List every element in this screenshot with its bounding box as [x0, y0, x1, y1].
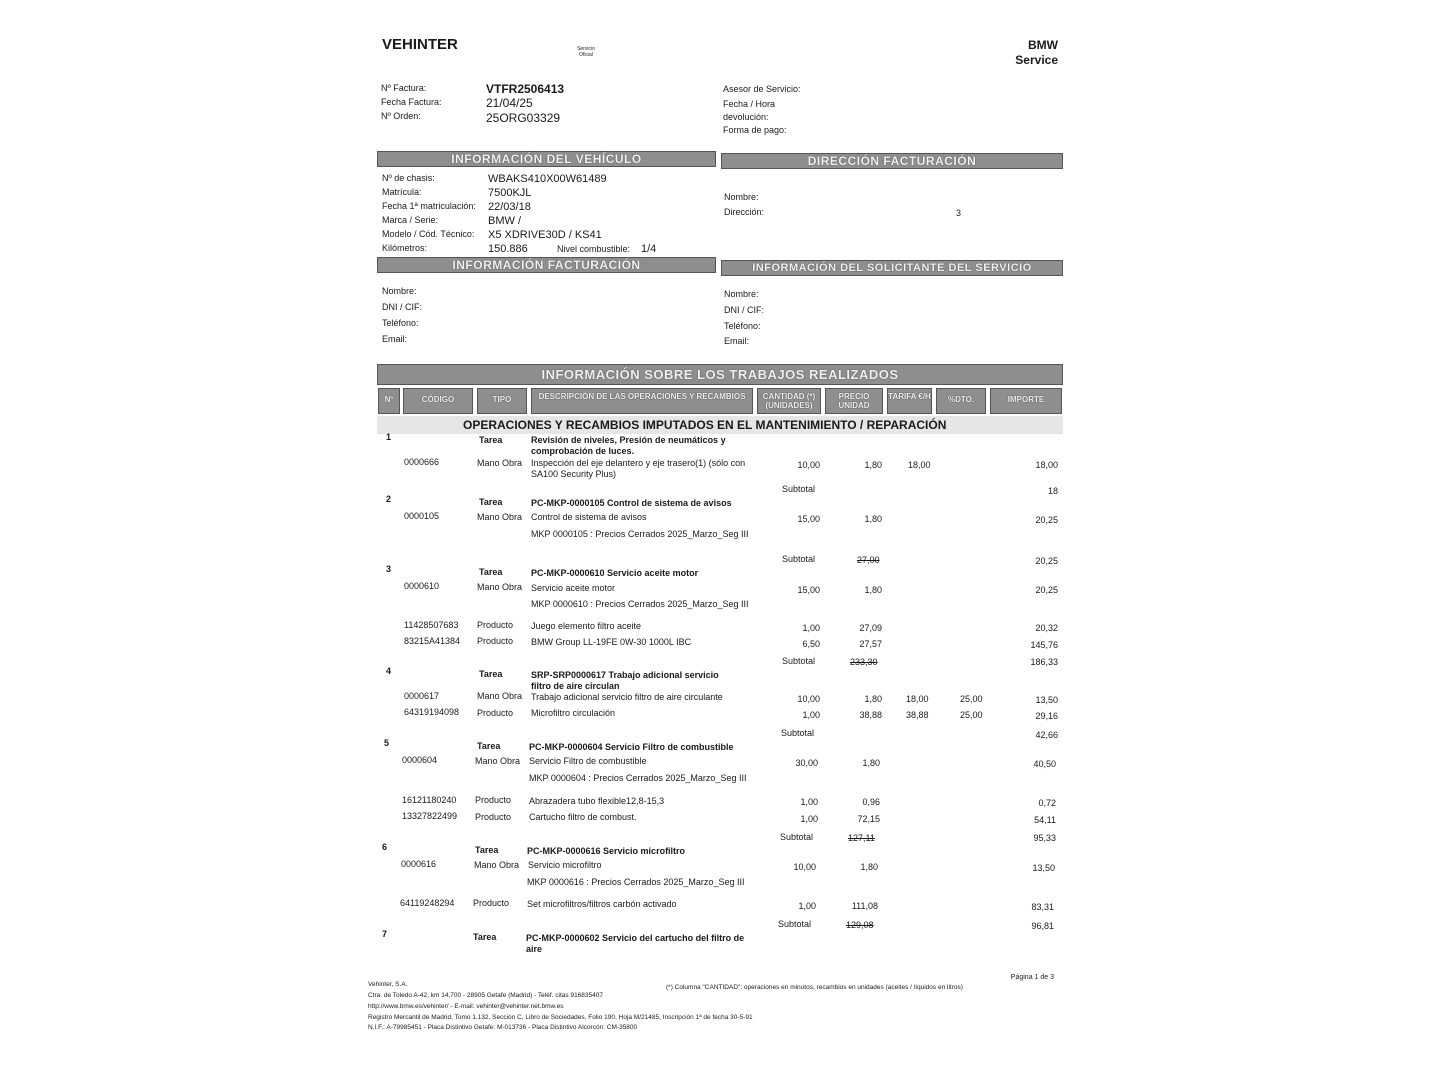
- part-qty: 6,50: [802, 639, 820, 649]
- sol-nombre-label: Nombre:: [724, 289, 759, 299]
- op-number: 7: [382, 929, 388, 939]
- op-number: 4: [386, 666, 392, 676]
- kilometros-value: 150.886: [488, 243, 528, 255]
- part-amount: 83,31: [1031, 902, 1054, 912]
- op-tipo: Mano Obra: [477, 582, 523, 592]
- part-desc: Set microfiltros/filtros carbón activado: [527, 899, 677, 909]
- op-desc: Servicio aceite motor: [531, 583, 616, 593]
- part-tipo: Producto: [473, 898, 510, 908]
- col-tipo: TIPO: [477, 388, 527, 414]
- op-price: 1,80: [860, 862, 878, 872]
- dir-direccion-label: Dirección:: [724, 207, 765, 217]
- op-desc: Control de sistema de avisos: [531, 512, 647, 522]
- part-amount: 145,76: [1030, 640, 1058, 650]
- op-code: 0000105: [404, 511, 440, 521]
- op-number: 6: [382, 842, 388, 852]
- fact-email-label: Email:: [382, 334, 408, 344]
- part-code: 13327822499: [402, 811, 458, 821]
- orden-label: Nº Orden:: [381, 111, 421, 121]
- subtotal-label: Subtotal: [778, 919, 812, 929]
- part-dto: 25,00: [960, 710, 983, 720]
- op-mkp: MKP 0000604 : Precios Cerrados 2025_Marzo_Seg III: [529, 773, 747, 783]
- col-dto: %DTO.: [936, 388, 986, 414]
- part-amount: 20,32: [1035, 623, 1058, 633]
- footer-line3: http://www.bmw.es/vehinter/ - E-mail: vehinter@vehinter.net.bmw.es: [368, 1003, 564, 1010]
- subtotal-label: Subtotal: [782, 656, 816, 666]
- op-tarea-desc: PC-MKP-0000610 Servicio aceite motor: [531, 568, 699, 578]
- part-price: 27,57: [859, 639, 882, 649]
- col-tarifa: TARIFA €/H: [887, 388, 932, 414]
- op-tipo: Mano Obra: [477, 512, 523, 522]
- op-rate: 18,00: [908, 460, 931, 470]
- sol-telefono-label: Teléfono:: [724, 321, 761, 331]
- subtotal-value: 42,66: [1035, 730, 1058, 740]
- op-dto: 25,00: [960, 694, 983, 704]
- part-price: 38,88: [859, 710, 882, 720]
- chasis-value: WBAKS410X00W61489: [488, 173, 607, 185]
- op-code: 0000666: [404, 457, 440, 467]
- subtotal-value: 95,33: [1033, 833, 1056, 843]
- page-number: Página 1 de 3: [1010, 974, 1054, 981]
- col-importe: IMPORTE: [990, 388, 1062, 414]
- asesor-label: Asesor de Servicio:: [723, 84, 801, 94]
- op-code: 0000617: [404, 691, 440, 701]
- op-number: 5: [384, 738, 390, 748]
- subtotal-value: 96,81: [1031, 921, 1054, 931]
- col-descripcion: DESCRIPCIÓN DE LAS OPERACIONES Y RECAMBIOS: [531, 388, 753, 414]
- op-tipo: Mano Obra: [475, 756, 521, 766]
- section-vehiculo: INFORMACIÓN DEL VEHÍCULO: [377, 151, 716, 167]
- part-price: 27,09: [859, 623, 882, 633]
- sol-email-label: Email:: [724, 336, 750, 346]
- subtotal-label: Subtotal: [782, 484, 816, 494]
- combustible-value: 1/4: [641, 243, 657, 255]
- brand-line2: Service: [1015, 53, 1058, 67]
- devolucion-label: devolución:: [723, 112, 769, 122]
- op-tipo: Mano Obra: [474, 860, 520, 870]
- part-qty: 1,00: [800, 814, 818, 824]
- fecha-matriculacion-label: Fecha 1ª matriculación:: [382, 201, 476, 211]
- op-tarea: Tarea: [475, 845, 499, 855]
- col-precio: PRECIO UNIDAD: [825, 388, 883, 414]
- quantity-note: (*) Columna "CANTIDAD": operaciones en minutos, recambios en unidades (aceites / líquidos en litros): [666, 984, 963, 991]
- subtotal-label: Subtotal: [780, 832, 814, 842]
- op-tarea: Tarea: [477, 741, 501, 751]
- footer-line5: N.I.F.: A-79985451 - Placa Distintivo Getafe: M-013736 - Placa Distintivo Alcorcón: CM-35800: [368, 1024, 638, 1031]
- marca-value: BMW /: [488, 215, 521, 227]
- part-price: 111,08: [851, 901, 878, 911]
- op-qty: 15,00: [797, 585, 820, 595]
- op-desc: Servicio microfiltro: [528, 860, 602, 870]
- col-cantidad: CANTIDAD (*) (UNIDADES): [757, 388, 821, 414]
- op-amount: 13,50: [1032, 863, 1055, 873]
- op-qty: 10,00: [793, 862, 816, 872]
- section-trabajos: INFORMACIÓN SOBRE LOS TRABAJOS REALIZADOS: [377, 364, 1063, 385]
- subtotal-base: 233,30: [850, 657, 878, 667]
- subtotal-base: 127,11: [848, 833, 875, 843]
- brand-line1: BMW: [1028, 38, 1058, 52]
- op-amount: 13,50: [1035, 695, 1058, 705]
- part-amount: 0,72: [1038, 798, 1056, 808]
- footer-line4: Registro Mercantil de Madrid, Tomo 1.132, Sección C, Libro de Sociedades, Folio 190, Hoja M/21485, Inscripción 1ª de fecha 30-5-91: [368, 1014, 753, 1021]
- op-amount: 18,00: [1035, 460, 1058, 470]
- factura-label: Nº Factura:: [381, 83, 427, 93]
- oficial-stamp: [572, 46, 600, 58]
- sol-dni-label: DNI / CIF:: [724, 305, 764, 315]
- part-tipo: Producto: [477, 620, 514, 630]
- op-desc: Servicio Filtro de combustible: [529, 756, 647, 766]
- op-amount: 20,25: [1035, 585, 1058, 595]
- op-rate: 18,00: [906, 694, 929, 704]
- op-tarea-desc: PC-MKP-0000602 Servicio del cartucho del filtro de aire: [526, 933, 745, 954]
- op-price: 1,80: [864, 460, 882, 470]
- op-tipo: Mano Obra: [477, 691, 523, 701]
- op-code: 0000616: [401, 859, 437, 869]
- subtotal-label: Subtotal: [781, 728, 815, 738]
- part-code: 11428507683: [404, 620, 459, 630]
- op-qty: 15,00: [797, 514, 820, 524]
- part-desc: Microfiltro circulación: [531, 708, 616, 718]
- col-codigo: CÓDIGO: [403, 388, 473, 414]
- kilometros-label: Kilómetros:: [382, 243, 428, 253]
- part-desc: BMW Group LL-19FE 0W-30 1000L IBC: [531, 637, 692, 647]
- part-tipo: Producto: [477, 636, 514, 646]
- part-qty: 1,00: [802, 710, 820, 720]
- op-price: 1,80: [862, 758, 880, 768]
- part-code: 64319194098: [404, 707, 460, 717]
- col-n: Nº: [378, 388, 400, 414]
- op-amount: 20,25: [1035, 515, 1058, 525]
- oficial-line1: Servicio: [577, 46, 595, 52]
- section-solicitante: INFORMACIÓN DEL SOLICITANTE DEL SERVICIO: [721, 260, 1063, 276]
- part-amount: 54,11: [1034, 815, 1056, 825]
- table-title: OPERACIONES Y RECAMBIOS IMPUTADOS EN EL MANTENIMIENTO / REPARACIÓN: [463, 418, 947, 432]
- matricula-label: Matrícula:: [382, 187, 422, 197]
- part-code: 64119248294: [400, 898, 455, 908]
- footer-line2: Ctra. de Toledo A-42, km 14,700 - 28905 Getafe (Madrid) - Teléf. citas 916835407: [368, 992, 603, 999]
- part-rate: 38,88: [906, 710, 929, 720]
- op-code: 0000610: [404, 581, 440, 591]
- op-tarea-desc: PC-MKP-0000616 Servicio microfiltro: [527, 846, 686, 856]
- fecha-hora-label: Fecha / Hora: [723, 99, 776, 109]
- fecha-factura-label: Fecha Factura:: [381, 97, 442, 107]
- part-desc: Cartucho filtro de combust.: [529, 812, 637, 822]
- part-qty: 1,00: [798, 901, 816, 911]
- combustible-label: Nivel combustible:: [557, 244, 631, 254]
- op-qty: 30,00: [795, 758, 818, 768]
- section-direccion: DIRECCIÓN FACTURACIÓN: [721, 153, 1063, 169]
- op-tarea-desc: PC-MKP-0000604 Servicio Filtro de combustible: [529, 742, 734, 752]
- op-mkp: MKP 0000610 : Precios Cerrados 2025_Marzo_Seg III: [531, 599, 749, 609]
- op-desc: Trabajo adicional servicio filtro de aire circulante: [531, 692, 723, 702]
- op-code: 0000604: [402, 755, 438, 765]
- op-tarea: Tarea: [479, 567, 503, 577]
- dir-nombre-label: Nombre:: [724, 192, 759, 202]
- part-tipo: Producto: [475, 812, 512, 822]
- part-qty: 1,00: [802, 623, 820, 633]
- op-number: 1: [386, 432, 392, 442]
- part-code: 16121180240: [402, 795, 457, 805]
- op-tarea: Tarea: [473, 932, 497, 942]
- subtotal-value: 20,25: [1035, 556, 1058, 566]
- brand-logo: [1000, 38, 1058, 68]
- op-number: 3: [386, 564, 392, 574]
- forma-pago-label: Forma de pago:: [723, 125, 787, 135]
- op-desc: Inspección del eje delantero y eje trasero(1) (sólo con SA100 Security Plus): [531, 458, 746, 479]
- chasis-label: Nº de chasis:: [382, 173, 435, 183]
- section-facturacion: INFORMACIÓN FACTURACIÓN: [377, 257, 716, 273]
- op-tarea: Tarea: [479, 669, 503, 679]
- part-code: 83215A41384: [404, 636, 461, 646]
- op-mkp: MKP 0000616 : Precios Cerrados 2025_Marzo_Seg III: [527, 877, 745, 887]
- op-qty: 10,00: [797, 460, 820, 470]
- subtotal-base: 27,00: [857, 555, 880, 565]
- part-tipo: Producto: [475, 795, 512, 805]
- part-desc: Juego elemento filtro aceite: [531, 621, 642, 631]
- dir-mark: 3: [956, 208, 962, 218]
- subtotal-value: 18: [1047, 486, 1058, 496]
- op-price: 1,80: [864, 585, 882, 595]
- op-tarea: Tarea: [479, 435, 503, 445]
- fecha-matriculacion-value: 22/03/18: [488, 201, 531, 213]
- modelo-label: Modelo / Cód. Técnico:: [382, 229, 475, 239]
- fact-nombre-label: Nombre:: [382, 286, 417, 296]
- subtotal-label: Subtotal: [782, 554, 816, 564]
- op-price: 1,80: [864, 514, 882, 524]
- footer-line1: Vehinter, S.A.: [368, 981, 408, 988]
- part-amount: 29,16: [1035, 711, 1058, 721]
- matricula-value: 7500KJL: [488, 187, 532, 199]
- op-number: 2: [386, 494, 392, 504]
- part-tipo: Producto: [477, 708, 514, 718]
- op-tarea: Tarea: [479, 497, 503, 507]
- part-price: 72,15: [857, 814, 880, 824]
- subtotal-value: 186,33: [1030, 657, 1058, 667]
- part-desc: Abrazadera tubo flexible12,8-15,3: [529, 796, 665, 806]
- op-tarea-desc: SRP-SRP0000617 Trabajo adicional servicio filtro de aire circulan: [531, 670, 719, 691]
- fact-telefono-label: Teléfono:: [382, 318, 419, 328]
- marca-label: Marca / Serie:: [382, 215, 439, 225]
- orden-value: 25ORG03329: [486, 111, 561, 125]
- fecha-factura-value: 21/04/25: [486, 96, 533, 110]
- company-name: VEHINTER: [382, 36, 458, 53]
- oficial-line2: Oficial: [579, 52, 593, 58]
- op-tarea-desc: Revisión de niveles, Presión de neumáticos y comprobación de luces.: [531, 435, 726, 456]
- op-tipo: Mano Obra: [477, 458, 523, 468]
- op-qty: 10,00: [797, 694, 820, 704]
- op-tarea-desc: PC-MKP-0000105 Control de sistema de avisos: [531, 498, 732, 508]
- modelo-value: X5 XDRIVE30D / KS41: [488, 229, 602, 241]
- part-qty: 1,00: [800, 797, 818, 807]
- factura-value: VTFR2506413: [486, 82, 565, 96]
- part-price: 0,96: [862, 797, 880, 807]
- op-price: 1,80: [864, 694, 882, 704]
- op-mkp: MKP 0000105 : Precios Cerrados 2025_Marzo_Seg III: [531, 529, 749, 539]
- subtotal-base: 129,08: [846, 920, 874, 930]
- op-amount: 40,50: [1033, 759, 1056, 769]
- fact-dni-label: DNI / CIF:: [382, 302, 422, 312]
